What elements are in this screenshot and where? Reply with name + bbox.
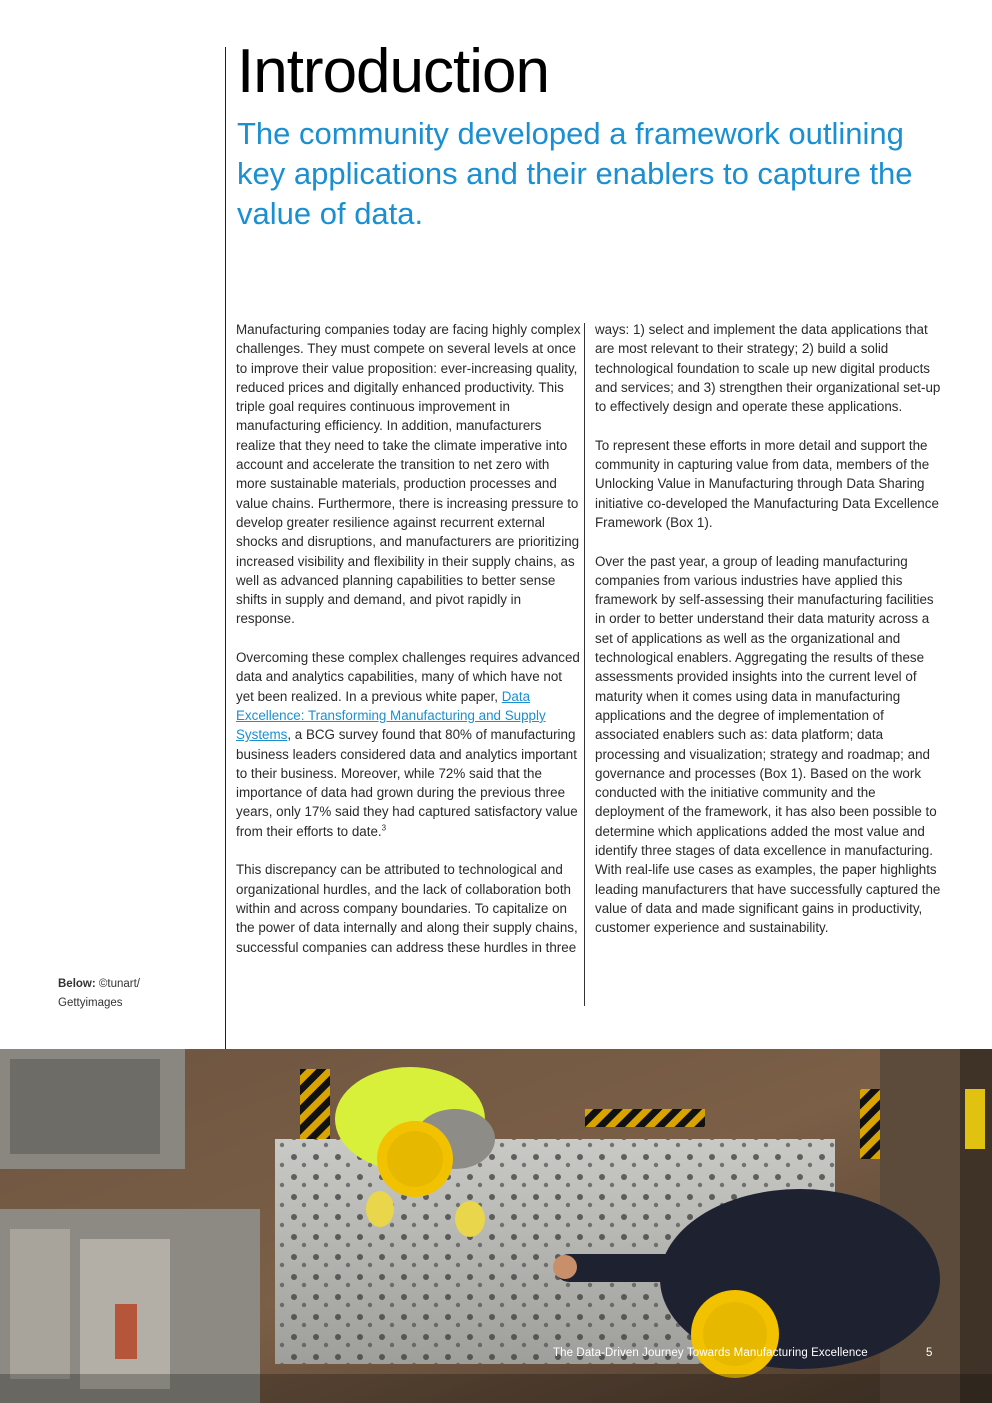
paragraph: Over the past year, a group of leading manufacturing companies from various industries have applied this framework by self-assessing their manufacturing facilities in order to better understand their data maturity across a set of applications as well as the organizational and technological enablers. Aggregating the results of these assessments provided insights into the current level of maturity when it comes using data in manufacturing applications and the degree of implementation of associated enablers such as: data platform; data processing and visualization; strategy and roadmap; and governance and processes (Box 1). Based on the work conducted with the initiative community and the deployment of the framework, it has also been possible to determine which applications added the most value and identify three stages of data excellence in manufacturing. With real-life use cases as examples, the paper highlights leading manufacturers that have successfully captured the value of data and made significant gains in productivity, customer experience and sustainability. [595, 553, 941, 936]
paragraph-text: , a BCG survey found that 80% of manufacturing business leaders considered data and analytics important to their business. Moreover, while 72% said that the importance of data had grown during the previous three years, only 17% said they had captured satisfactory value from their efforts to date. [236, 727, 578, 839]
photo-caption [58, 975, 140, 1013]
paragraph: This discrepancy can be attributed to technological and organizational hurdles, and the lack of collaboration both within and across company boundaries. To capitalize on the power of data internally and along their supply chains, successful companies can address these hurdles in three [236, 862, 578, 955]
page-title: Introduction [237, 37, 549, 106]
column-divider [584, 323, 585, 1006]
white-paper-link[interactable]: Data Excellence: Transforming Manufacturing and Supply Systems [236, 688, 546, 743]
left-vertical-rule [225, 47, 226, 1049]
caption-credit-source: Gettyimages [58, 997, 123, 1009]
caption-label: Below: [58, 978, 96, 990]
page-subtitle: The community developed a framework outlining key applications and their enablers to capture the value of data. [237, 116, 913, 231]
paragraph-text: Overcoming these complex challenges requires advanced data and analytics capabilities, many of which have not yet been realized. In a previous white paper, [236, 650, 580, 704]
paragraph: Manufacturing companies today are facing highly complex challenges. They must compete on several levels at once to improve their value proposition: ever-increasing quality, reduced prices and digitally enhanced productivity. This triple goal requires continuous improvement in manufacturing efficiency. In addition, manufacturers realize that they need to take the climate imperative into account and accelerate the transition to net zero with more sustainable materials, production processes and value chains. Furthermore, there is increasing pressure to develop greater resilience against recurrent external shocks and disruptions, and manufacturers are prioritizing increased visibility and flexibility in their supply chains, as well as advanced planning capabilities to better sense shifts in supply and demand, and pivot rapidly in response. [236, 322, 581, 627]
page-number: 5 [926, 1347, 933, 1359]
mold-block [10, 1229, 70, 1379]
paragraph: ways: 1) select and implement the data applications that are most relevant to their strategy; 2) build a solid technological foundation to scale up new digital products and services; and 3) strengthen their organizational set-up to effectively design and operate these applications. [595, 322, 941, 415]
hazard-stripes [300, 1069, 330, 1139]
footnote-marker[interactable]: 3 [381, 823, 387, 833]
body-column-left [236, 320, 582, 976]
caption-credit: ©tunart/ [95, 978, 140, 990]
paragraph [236, 648, 582, 841]
body-column-right [595, 320, 941, 957]
paragraph: To represent these efforts in more detail and support the community in capturing value from data, members of the Unlocking Value in Manufacturing through Data Sharing initiative co-developed the Manufacturing Data Excellence Framework (Box 1). [595, 437, 939, 530]
footer-title: The Data-Driven Journey Towards Manufacturing Excellence [553, 1347, 868, 1359]
